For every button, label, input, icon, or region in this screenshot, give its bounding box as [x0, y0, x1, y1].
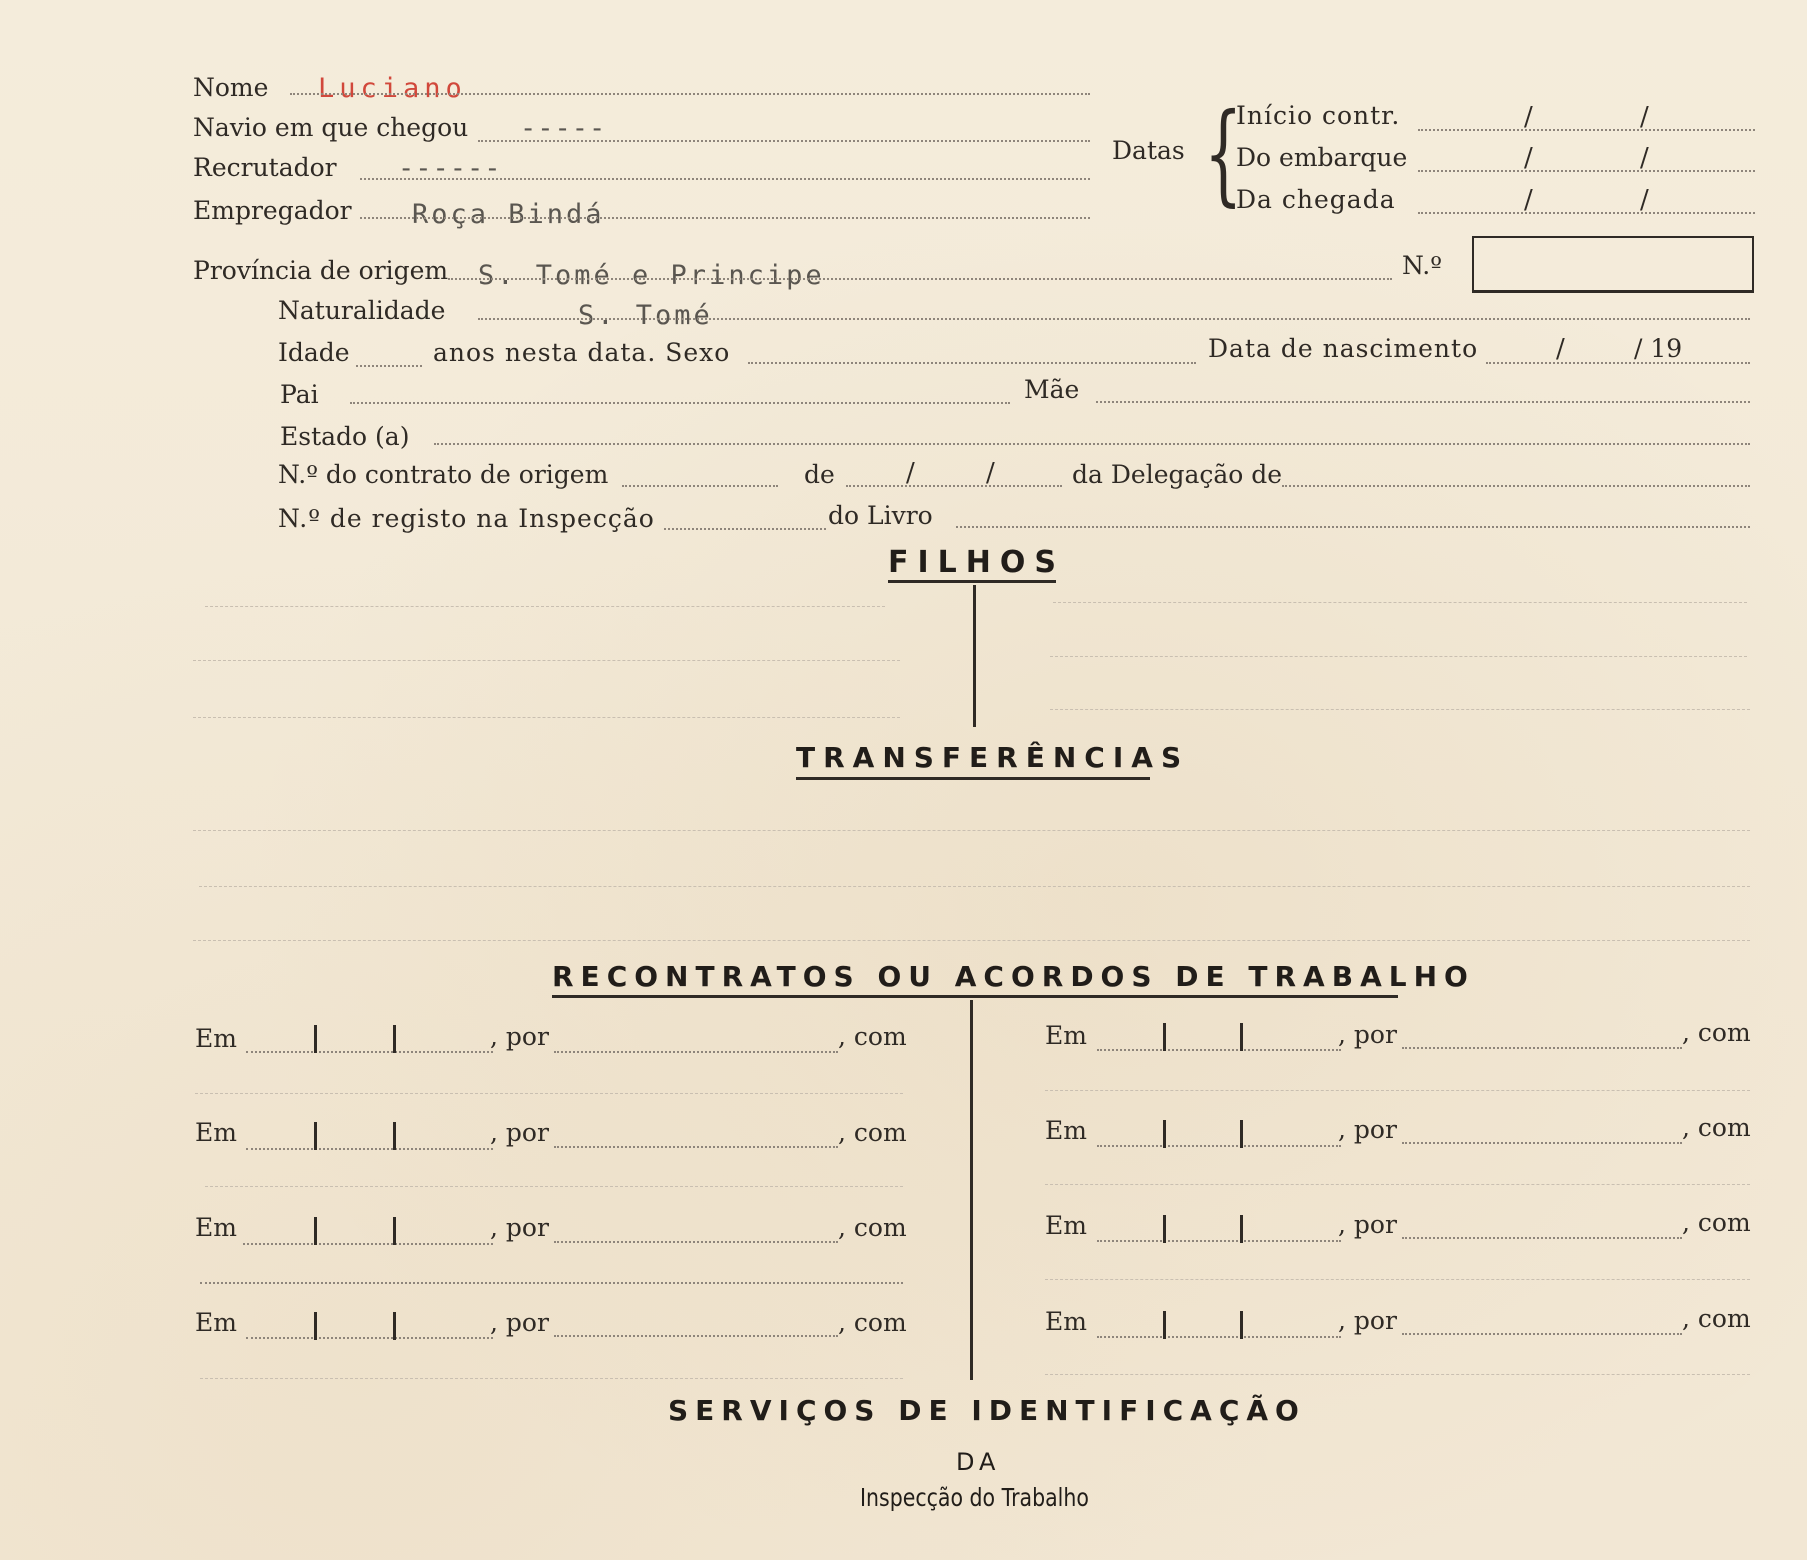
- naturalidade-value[interactable]: S. Tomé: [578, 300, 713, 331]
- slash: /: [906, 458, 915, 488]
- filhos-underline: [888, 580, 1056, 583]
- nome-label: Nome: [193, 73, 269, 102]
- por-line[interactable]: [554, 1146, 838, 1148]
- por-label: , por: [1338, 1306, 1397, 1335]
- por-label: , por: [490, 1118, 549, 1147]
- com-line[interactable]: [1045, 1279, 1750, 1280]
- transferencias-underline: [796, 777, 1150, 780]
- naturalidade-line: [478, 318, 1750, 320]
- recrutador-value[interactable]: ------: [398, 153, 502, 184]
- date-separator: [1163, 1215, 1166, 1243]
- em-label: Em: [195, 1118, 237, 1147]
- date-separator: [393, 1025, 396, 1053]
- provincia-label: Província de origem: [193, 256, 449, 285]
- navio-label: Navio em que chegou: [193, 113, 469, 142]
- registo-line: [664, 528, 826, 530]
- com-label: , com: [1682, 1018, 1751, 1047]
- navio-line: [478, 140, 1090, 142]
- datas-inicio-line: [1418, 129, 1755, 131]
- por-line[interactable]: [1402, 1333, 1682, 1335]
- footer-subtitle: Inspecção do Trabalho: [860, 1483, 1089, 1512]
- date-line[interactable]: [1097, 1049, 1341, 1051]
- registo-label: N.º de registo na Inspecção: [278, 504, 655, 533]
- transferencias-line: [193, 830, 1750, 831]
- empregador-line: [360, 217, 1090, 219]
- com-line[interactable]: [205, 1186, 903, 1187]
- recrutador-label: Recrutador: [193, 153, 337, 182]
- com-label: , com: [1682, 1208, 1751, 1237]
- date-separator: [1240, 1120, 1243, 1148]
- por-line[interactable]: [1402, 1142, 1682, 1144]
- em-label: Em: [1045, 1116, 1087, 1145]
- de-label: de: [804, 460, 835, 489]
- com-line[interactable]: [1045, 1090, 1750, 1091]
- com-label: , com: [1682, 1113, 1751, 1142]
- filhos-line: [205, 606, 885, 607]
- recrutador-line: [360, 178, 1090, 180]
- date-separator: [1240, 1311, 1243, 1339]
- slash: /: [1524, 143, 1533, 173]
- datas-chegada-label: Da chegada: [1236, 185, 1396, 214]
- numero-label: N.º: [1402, 251, 1442, 280]
- em-label: Em: [1045, 1211, 1087, 1240]
- por-label: , por: [490, 1022, 549, 1051]
- recontratos-divider: [970, 1000, 973, 1380]
- filhos-line: [193, 660, 900, 661]
- contrato-label: N.º do contrato de origem: [278, 460, 609, 489]
- filhos-line: [1050, 656, 1747, 657]
- footer-title: SERVIÇOS DE IDENTIFICAÇÃO: [668, 1394, 1306, 1427]
- por-line[interactable]: [1402, 1237, 1682, 1239]
- slash: /: [1640, 102, 1649, 132]
- com-label: , com: [838, 1022, 907, 1051]
- slash: /: [1640, 143, 1649, 173]
- date-separator: [393, 1217, 396, 1245]
- slash: /: [1524, 185, 1533, 215]
- slash: /: [1640, 185, 1649, 215]
- por-label: , por: [490, 1213, 549, 1242]
- empregador-value[interactable]: Roça Bindá: [412, 199, 605, 230]
- nome-value[interactable]: Luciano: [318, 73, 467, 104]
- pai-label: Pai: [280, 380, 319, 409]
- com-line[interactable]: [200, 1282, 903, 1284]
- filhos-line: [1053, 602, 1747, 603]
- provincia-value[interactable]: S. Tomé e Principe: [478, 260, 825, 291]
- por-label: , por: [1338, 1020, 1397, 1049]
- em-label: Em: [195, 1024, 237, 1053]
- em-label: Em: [195, 1308, 237, 1337]
- datas-chegada-line: [1418, 212, 1755, 214]
- footer-da: DA: [956, 1448, 1001, 1476]
- slash: /: [986, 458, 995, 488]
- date-line[interactable]: [246, 1337, 493, 1339]
- estado-label: Estado (a): [280, 422, 410, 451]
- estado-line: [434, 443, 1750, 445]
- navio-value[interactable]: -----: [520, 113, 607, 144]
- livro-label: do Livro: [828, 501, 933, 530]
- transferencias-line: [193, 940, 1750, 941]
- nascimento-line: [1486, 362, 1750, 364]
- livro-line: [956, 526, 1750, 528]
- por-line[interactable]: [554, 1335, 838, 1337]
- mae-label: Mãe: [1024, 375, 1080, 404]
- idade-line: [356, 365, 422, 367]
- date-line[interactable]: [1097, 1336, 1341, 1338]
- date-line[interactable]: [243, 1243, 493, 1245]
- date-separator: [1240, 1215, 1243, 1243]
- delegacao-line: [1282, 485, 1750, 487]
- datas-embarque-line: [1418, 170, 1755, 172]
- com-label: , com: [838, 1118, 907, 1147]
- com-line[interactable]: [200, 1378, 903, 1379]
- em-label: Em: [1045, 1307, 1087, 1336]
- date-separator: [393, 1122, 396, 1150]
- slash: /: [1524, 102, 1533, 132]
- por-label: , por: [1338, 1115, 1397, 1144]
- transferencias-heading: TRANSFERÊNCIAS: [796, 741, 1190, 774]
- date-separator: [1163, 1120, 1166, 1148]
- pai-line: [350, 402, 1010, 404]
- por-label: , por: [1338, 1210, 1397, 1239]
- numero-box[interactable]: [1472, 236, 1754, 293]
- anos-sexo-label: anos nesta data. Sexo: [433, 338, 731, 367]
- nascimento-year: / 19: [1634, 334, 1683, 363]
- date-line[interactable]: [1097, 1145, 1341, 1147]
- contrato-line: [622, 485, 778, 487]
- com-line[interactable]: [195, 1093, 903, 1094]
- filhos-line: [193, 717, 900, 718]
- nome-line: [290, 93, 1090, 95]
- filhos-divider: [973, 585, 976, 727]
- com-label: , com: [1682, 1304, 1751, 1333]
- date-separator: [314, 1312, 317, 1340]
- em-label: Em: [1045, 1021, 1087, 1050]
- sexo-line: [748, 362, 1196, 364]
- mae-line: [1096, 401, 1750, 403]
- datas-brace: {: [1204, 89, 1243, 217]
- por-line[interactable]: [1402, 1047, 1682, 1049]
- date-separator: [1163, 1311, 1166, 1339]
- com-line[interactable]: [1045, 1184, 1750, 1185]
- date-separator: [1163, 1023, 1166, 1051]
- recontratos-underline: [552, 995, 1398, 998]
- nascimento-label: Data de nascimento: [1208, 334, 1479, 363]
- idade-label: Idade: [278, 338, 350, 367]
- por-line[interactable]: [554, 1241, 838, 1243]
- naturalidade-label: Naturalidade: [278, 296, 446, 325]
- slash: /: [1556, 334, 1565, 364]
- com-label: , com: [838, 1213, 907, 1242]
- filhos-line: [1050, 709, 1750, 710]
- por-label: , por: [490, 1308, 549, 1337]
- em-label: Em: [195, 1213, 237, 1242]
- com-label: , com: [838, 1308, 907, 1337]
- por-line[interactable]: [554, 1051, 838, 1053]
- date-separator: [393, 1312, 396, 1340]
- date-separator: [314, 1122, 317, 1150]
- contrato-date-line: [846, 485, 1062, 487]
- datas-embarque-label: Do embarque: [1236, 143, 1408, 172]
- datas-inicio-label: Início contr.: [1236, 101, 1401, 130]
- date-line[interactable]: [246, 1051, 493, 1053]
- date-separator: [314, 1217, 317, 1245]
- date-line[interactable]: [246, 1148, 493, 1150]
- filhos-heading: FILHOS: [888, 545, 1065, 580]
- datas-label: Datas: [1112, 136, 1185, 165]
- date-line[interactable]: [1097, 1240, 1341, 1242]
- date-separator: [314, 1025, 317, 1053]
- transferencias-line: [199, 886, 1750, 887]
- date-separator: [1240, 1023, 1243, 1051]
- delegacao-label: da Delegação de: [1072, 460, 1283, 489]
- com-line[interactable]: [1045, 1374, 1750, 1375]
- recontratos-heading: RECONTRATOS OU ACORDOS DE TRABALHO: [552, 960, 1475, 993]
- provincia-line: [448, 278, 1392, 280]
- empregador-label: Empregador: [193, 196, 352, 225]
